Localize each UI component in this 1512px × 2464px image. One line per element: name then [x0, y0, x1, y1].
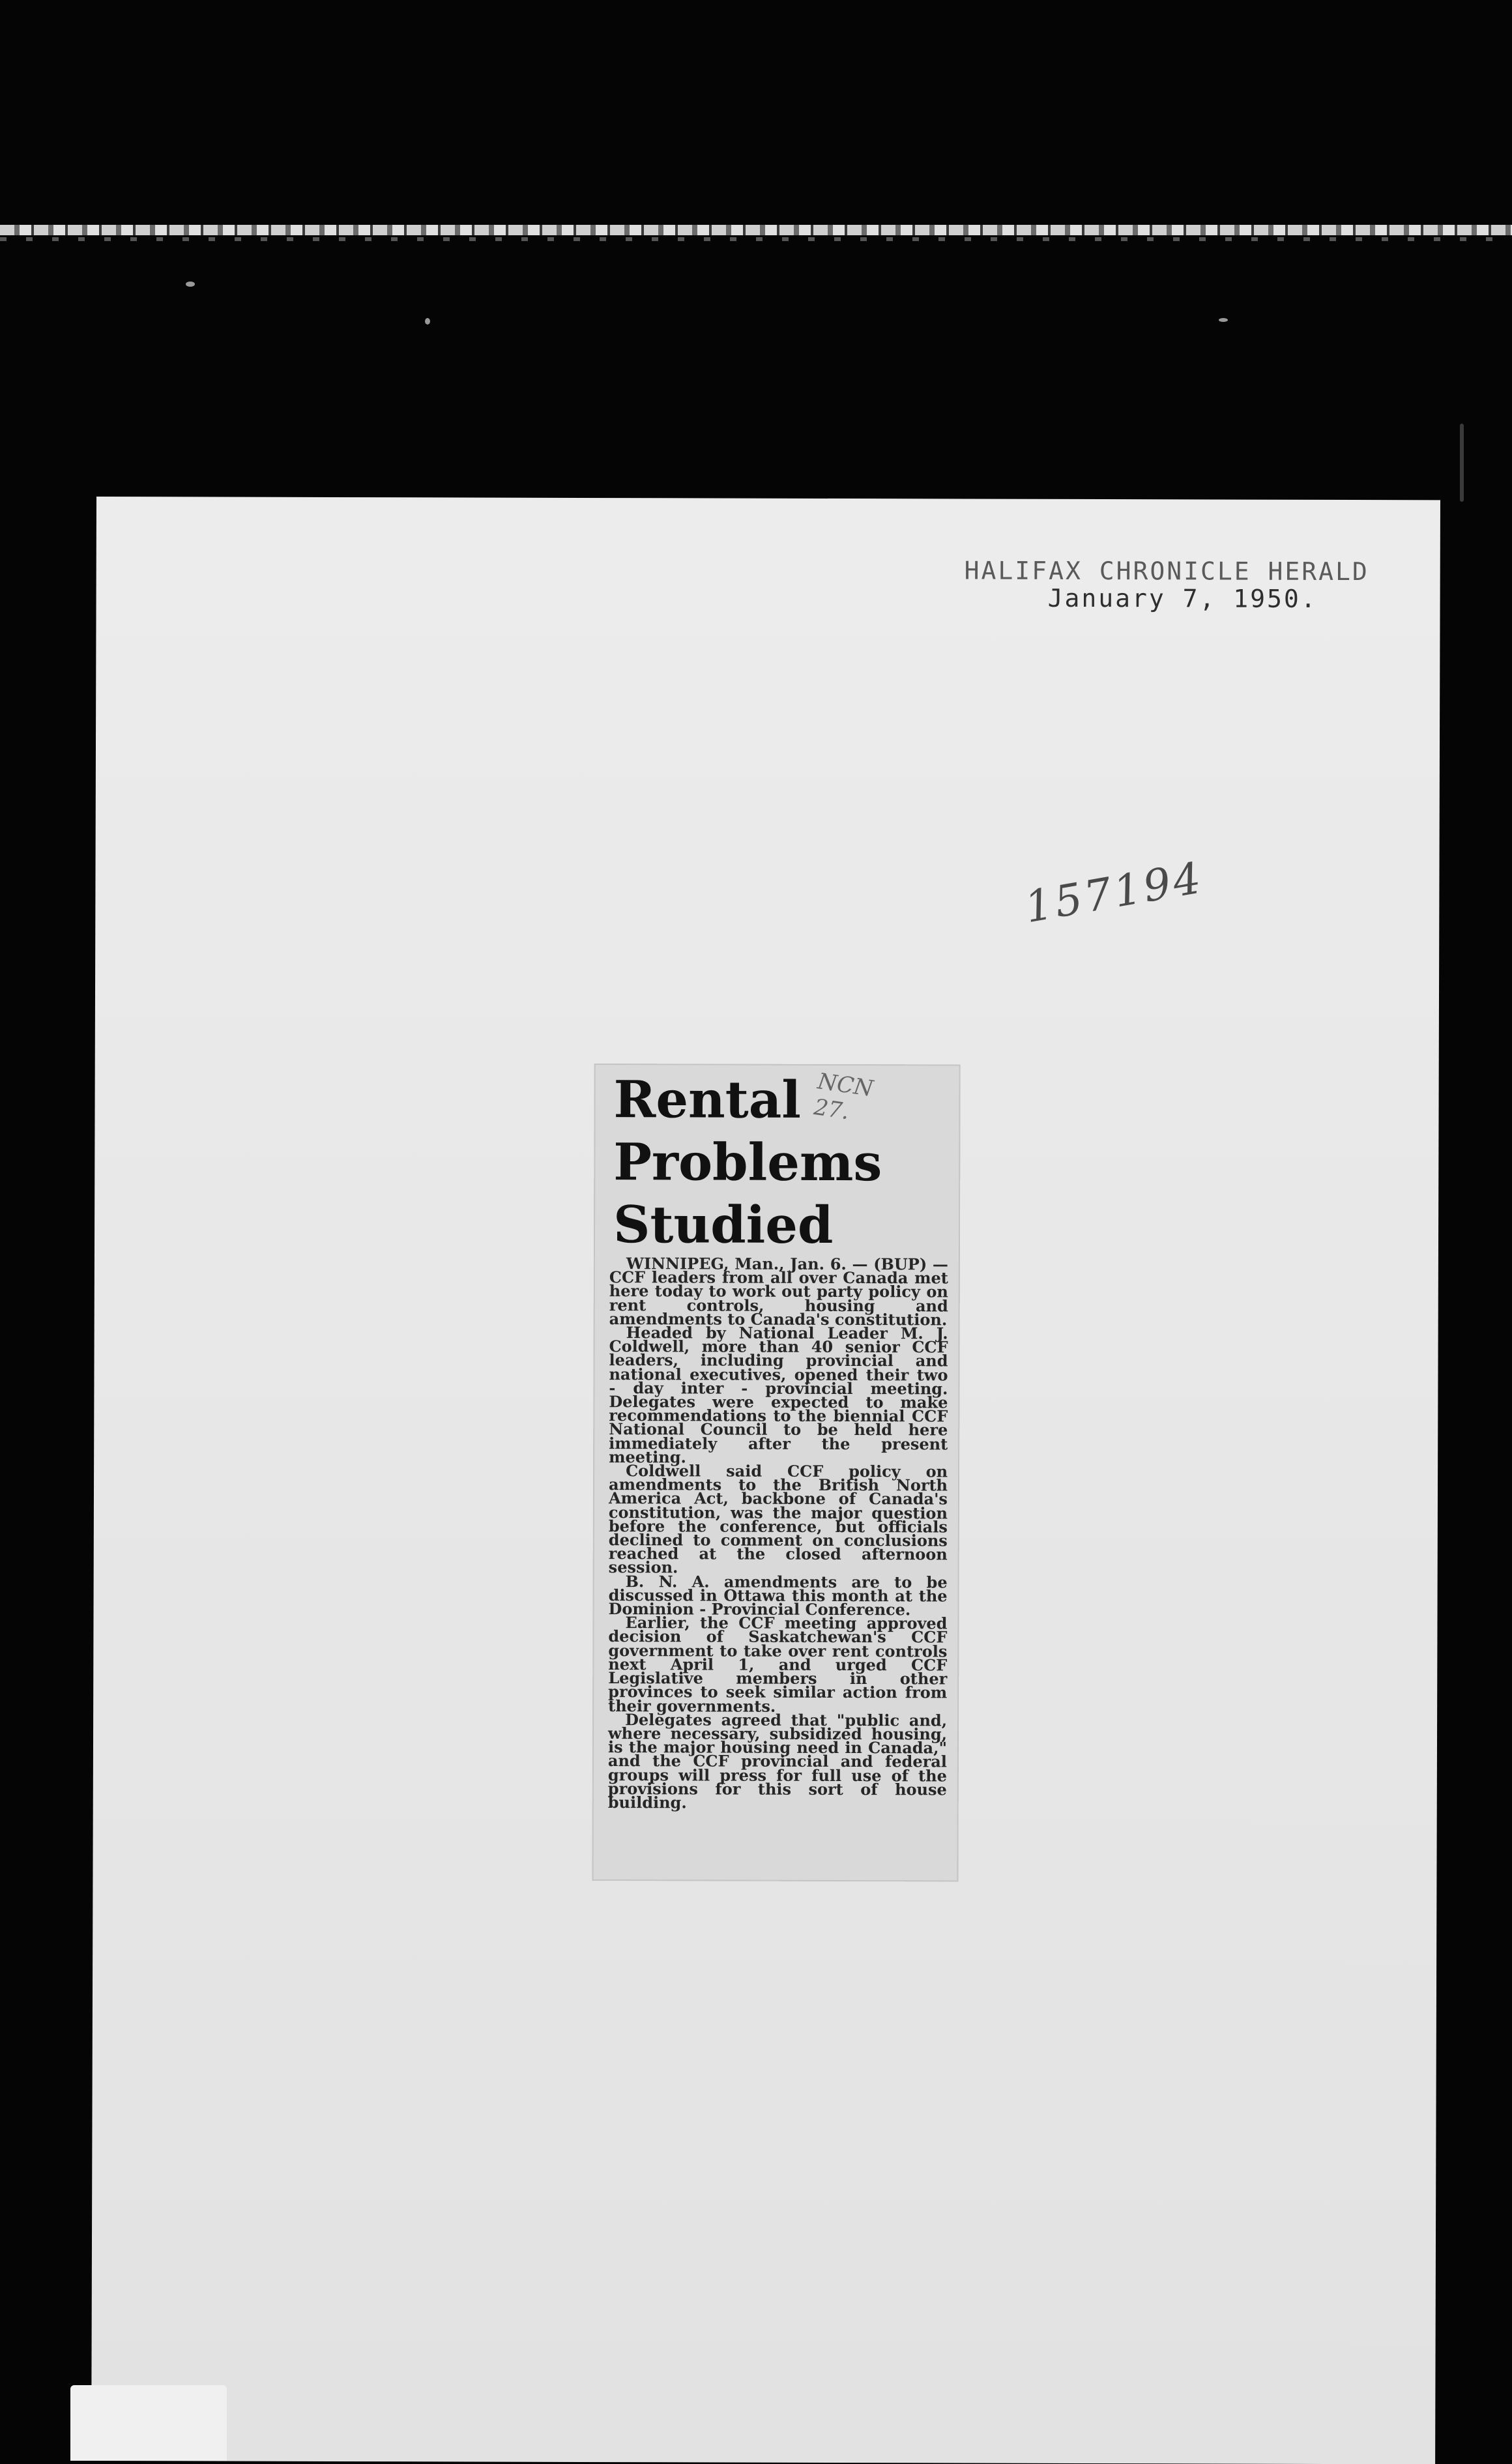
article-paragraph: Coldwell said CCF policy on amendments to the British North America Act, backbone of Canada's constitution, was the major question before the conference, but officials declined to comment on conclusions reached at the closed afternoon session. — [608, 1461, 948, 1577]
film-edge-strip — [0, 225, 1512, 235]
film-label-tab — [70, 2385, 227, 2461]
article-paragraph: WINNIPEG, Man., Jan. 6. — (BUP) — CCF leaders from all over Canada met here today to work out party policy on rent controls, housing and amendments to Canada's constitution. — [609, 1254, 948, 1329]
article-paragraph: Delegates agreed that "public and, where necessary, subsidized housing, is the major housing need in Canada," and the CCF provincial and federal groups will press for full use of the provisions for this sort of house building. — [607, 1709, 948, 1812]
film-speck — [425, 318, 430, 325]
article-body — [608, 1256, 948, 1810]
film-speck — [186, 282, 195, 287]
margin-note: NCN 27. — [812, 1068, 875, 1125]
film-speck — [1219, 318, 1228, 322]
newspaper-clipping — [592, 1064, 960, 1881]
article-paragraph: Earlier, the CCF meeting approved decision of Saskatchewan's CCF government to take over rent controls next April 1, and urged CCF Legislative members in other provinces to seek similar action from their governments. — [608, 1613, 948, 1716]
document-page — [91, 497, 1440, 2464]
film-speck — [1460, 424, 1464, 502]
article-paragraph: Headed by National Leader M. J. Coldwell, more than 40 senior CCF leaders, including provincial and national executives, opened their two - day inter - provincial meeting. Delegates were expected to make recommendations to the biennial CCF National Council to be held here immediately after the present meeting. — [609, 1323, 948, 1467]
publication-date: January 7, 1950. — [1047, 583, 1318, 613]
article-paragraph: B. N. A. amendments are to be discussed in Ottawa this month at the Dominion - Provincial Conference. — [608, 1571, 948, 1619]
publication-name: HALIFAX CHRONICLE HERALD — [964, 556, 1369, 587]
film-edge-marks — [0, 237, 1512, 241]
handwritten-number: 157194 — [1021, 852, 1207, 933]
article-headline: Rental Problems Studied — [613, 1070, 882, 1255]
